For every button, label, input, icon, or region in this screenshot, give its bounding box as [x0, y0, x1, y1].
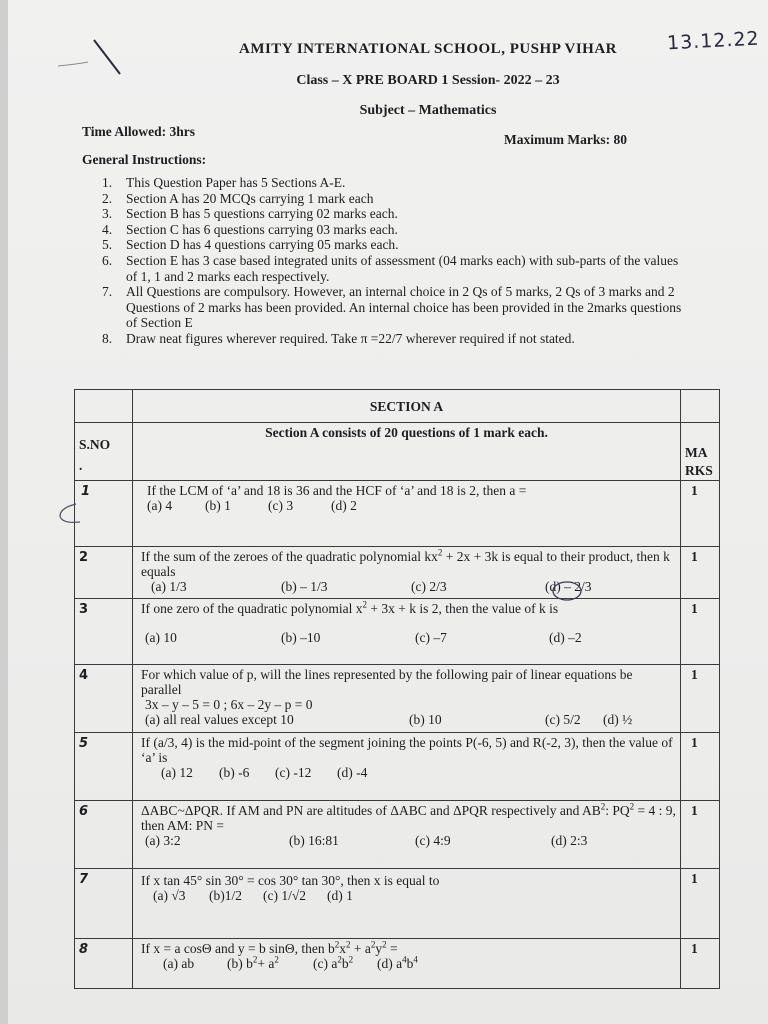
instruction-number: 5. [102, 237, 113, 253]
questions-table [74, 389, 720, 989]
question-text-part: If one zero of the quadratic polynomial x [141, 601, 363, 616]
question-text-part: If x = a cosΘ and y = b sinΘ, then b [141, 941, 335, 956]
question-number [75, 801, 133, 869]
question-text-part: + a [350, 941, 371, 956]
sno-header [75, 423, 133, 481]
question-row [75, 939, 720, 989]
question-text: If the LCM of ‘a’ and 18 is 36 and the HCF of ‘a’ and 18 is 2, then a = [147, 483, 527, 498]
question-text-part: = 4 : 9, then AM: PN = [141, 803, 676, 833]
subject-line: Subject – Mathematics [359, 103, 497, 118]
option-text: b [341, 956, 349, 971]
empty-cell [681, 390, 720, 423]
option-a: (a) 4 [147, 498, 173, 513]
options [141, 833, 676, 848]
option-d: (d) –2 [549, 630, 582, 645]
header-row [75, 423, 720, 481]
question-number [75, 939, 133, 989]
exam-paper [8, 0, 768, 1024]
question-cell [133, 481, 681, 547]
question-cell [133, 939, 681, 989]
superscript: 2 [437, 547, 443, 558]
question-number-text: 1 [81, 484, 91, 499]
superscript: 2 [252, 954, 258, 965]
option-c: (c) 2/3 [411, 579, 447, 594]
question-number-text: 4 [79, 668, 89, 683]
option-a: (a) √3 [153, 888, 186, 903]
question-number [75, 869, 133, 939]
options [141, 765, 676, 780]
superscript: 2 [334, 939, 340, 950]
question-text-part: y [375, 941, 383, 956]
question-number [75, 599, 133, 665]
question-row [75, 599, 720, 665]
marks-cell: 1 [681, 801, 720, 869]
option-d: (d) – 2/3 [545, 579, 592, 594]
options [141, 888, 676, 903]
marks-cell: 1 [681, 733, 720, 801]
options [141, 956, 676, 971]
option-d: (d) ½ [603, 712, 633, 727]
option-b [227, 956, 313, 971]
instruction-number: 8. [102, 330, 113, 346]
question-cell [133, 869, 681, 939]
question-cell [133, 733, 681, 801]
option-d [377, 956, 418, 971]
question-text: If (a/3, 4) is the mid-point of the segment joining the points P(-6, 5) and R(-2, 3), then the value of ‘a’ is [141, 735, 673, 765]
question-number [75, 733, 133, 801]
instruction-number: 2. [102, 190, 113, 206]
question-cell [133, 547, 681, 599]
question-number-text: 2 [79, 550, 89, 565]
instruction-item [102, 331, 682, 347]
instruction-number: 3. [102, 206, 113, 222]
option-c: (c) 4:9 [415, 833, 451, 848]
marks-cell: 1 [681, 547, 720, 599]
instruction-item [102, 191, 682, 207]
question-text-part: : PQ [605, 803, 630, 818]
marks-cell: 1 [681, 599, 720, 665]
option-c: (c) 5/2 [545, 712, 581, 727]
option-c: (c) –7 [415, 630, 447, 645]
instruction-number: 4. [102, 221, 113, 237]
maximum-marks: Maximum Marks: 80 [504, 132, 627, 147]
instruction-text: Section C has 6 questions carrying 03 marks each. [126, 221, 398, 237]
question-text-part: x [339, 941, 346, 956]
sno-dot: . [79, 458, 83, 473]
question-row [75, 547, 720, 599]
question-text: For which value of p, will the lines represented by the following pair of linear equations be parallel [141, 667, 633, 697]
marks-cell: 1 [681, 939, 720, 989]
superscript: 2 [382, 939, 387, 950]
question-text-part: = [386, 941, 398, 956]
superscript: 2 [345, 939, 351, 950]
instruction-text: All Questions are compulsory. However, an internal choice in 2 Qs of 5 marks, 2 Qs of 3 marks and 2 Questions of 2 marks has been provided. An internal choice has been provided in the 2marks questions of Section E [126, 284, 682, 331]
option-a: (a) 10 [145, 630, 177, 645]
marks-cell: 1 [681, 869, 720, 939]
superscript: 4 [413, 954, 418, 965]
instruction-number: 6. [102, 252, 113, 268]
option-c: (c) 1/√2 [263, 888, 307, 903]
superscript: 2 [274, 954, 279, 965]
option-c [313, 956, 377, 971]
instruction-item [102, 253, 682, 284]
option-c: (c) 3 [268, 498, 294, 513]
option-b: (b) – 1/3 [281, 579, 328, 594]
superscript: 4 [402, 954, 407, 965]
question-text-part: + 2x + 3k is equal to their product, then k equals [141, 549, 670, 579]
option-d: (d) 2 [331, 498, 357, 513]
time-allowed: Time Allowed: 3hrs [82, 124, 196, 139]
question-text [141, 601, 676, 616]
option-a: (a) 3:2 [145, 833, 181, 848]
instructions-list [102, 175, 682, 347]
question-number-text: 5 [79, 736, 89, 751]
question-row [75, 869, 720, 939]
pen-circle-q2-d [549, 579, 585, 603]
question-number [75, 547, 133, 599]
option-text: b [406, 956, 414, 971]
question-text-part: If the sum of the zeroes of the quadratic polynomial kx [141, 549, 438, 564]
question-cell [133, 801, 681, 869]
option-a: (a) 1/3 [151, 579, 187, 594]
pen-tick-q1 [54, 500, 94, 530]
option-b: (b) –10 [281, 630, 321, 645]
option-b: (b) -6 [219, 765, 250, 780]
option-text: (b) b [227, 956, 253, 971]
option-d: (d) -4 [337, 765, 368, 780]
general-instructions-title: General Instructions: [82, 152, 207, 167]
instruction-item [102, 206, 682, 222]
question-text [141, 803, 676, 833]
option-b: (b) 1 [205, 498, 231, 513]
marks-header-line1: MA [685, 445, 708, 460]
question-text-part: ΔABC~ΔPQR. If AM and PN are altitudes of ΔABC and ΔPQR respectively and AB [141, 803, 601, 818]
superscript: 2 [370, 939, 376, 950]
question-text: If x tan 45° sin 30° = cos 30° tan 30°, then x is equal to [141, 873, 440, 888]
instruction-text: Section E has 3 case based integrated units of assessment (04 marks each) with sub-parts of the values of 1, 1 and 2 marks each respectively. [126, 252, 679, 284]
option-text: (c) a [313, 956, 338, 971]
instruction-text: Draw neat figures wherever required. Take π =22/7 wherever required if not stated. [126, 330, 575, 346]
options [141, 712, 676, 727]
question-row [75, 665, 720, 733]
instruction-text: Section A has 20 MCQs carrying 1 mark each [126, 190, 374, 206]
instruction-number: 1. [102, 175, 113, 190]
option-text: (d) a [377, 956, 403, 971]
question-number-text: 3 [79, 602, 89, 617]
question-row [75, 481, 720, 547]
superscript: 2 [362, 599, 368, 610]
option-a: (a) ab [163, 956, 195, 971]
option-b: (b) 10 [409, 712, 442, 727]
question-cell [133, 665, 681, 733]
options [141, 630, 676, 645]
instruction-item [102, 222, 682, 238]
school-name: AMITY INTERNATIONAL SCHOOL, PUSHP VIHAR [238, 41, 618, 57]
option-a: (a) all real values except 10 [145, 712, 294, 727]
question-number [75, 665, 133, 733]
option-text: + a [257, 956, 275, 971]
empty-cell [75, 390, 133, 423]
section-title-row [75, 390, 720, 423]
option-d: (d) 2:3 [551, 833, 588, 848]
superscript: 2 [337, 954, 342, 965]
superscript: 2 [600, 801, 606, 812]
section-subtitle: Section A consists of 20 questions of 1 mark each. [133, 423, 681, 481]
class-line: Class – X PRE BOARD 1 Session- 2022 – 23 [296, 73, 560, 88]
handwritten-date: 13.12.22 [666, 27, 761, 55]
instruction-text: Section B has 5 questions carrying 02 marks each. [126, 206, 398, 222]
option-c: (c) -12 [275, 765, 312, 780]
question-text [141, 941, 676, 956]
marks-header-line2: RKS [685, 463, 713, 478]
question-cell [133, 599, 681, 665]
options [141, 579, 676, 594]
superscript: 2 [629, 801, 635, 812]
option-d: (d) 1 [327, 888, 353, 903]
instruction-text: Section D has 4 questions carrying 05 marks each. [126, 237, 399, 253]
instruction-item [102, 284, 682, 331]
section-title: SECTION A [133, 390, 681, 423]
marks-header [681, 423, 720, 481]
question-number-text: 7 [79, 872, 89, 887]
question-number-text: 6 [79, 804, 89, 819]
instruction-text: This Question Paper has 5 Sections A-E. [126, 175, 346, 190]
question-number-text: 8 [79, 942, 89, 957]
instruction-item [102, 237, 682, 253]
marks-cell: 1 [681, 665, 720, 733]
question-text-part: + 3x + k is 2, then the value of k is [367, 601, 559, 616]
instruction-item [102, 175, 682, 191]
question-row [75, 801, 720, 869]
option-b: (b) 16:81 [289, 833, 339, 848]
question-text [141, 549, 676, 579]
options [147, 498, 676, 513]
superscript: 2 [348, 954, 354, 965]
option-a: (a) 12 [161, 765, 193, 780]
question-row [75, 733, 720, 801]
equations: 3x – y – 5 = 0 ; 6x – 2y – p = 0 [145, 697, 313, 712]
marks-cell: 1 [681, 481, 720, 547]
sno-label: S.NO [79, 437, 111, 452]
instruction-number: 7. [102, 284, 113, 300]
option-b: (b)1/2 [209, 888, 242, 903]
